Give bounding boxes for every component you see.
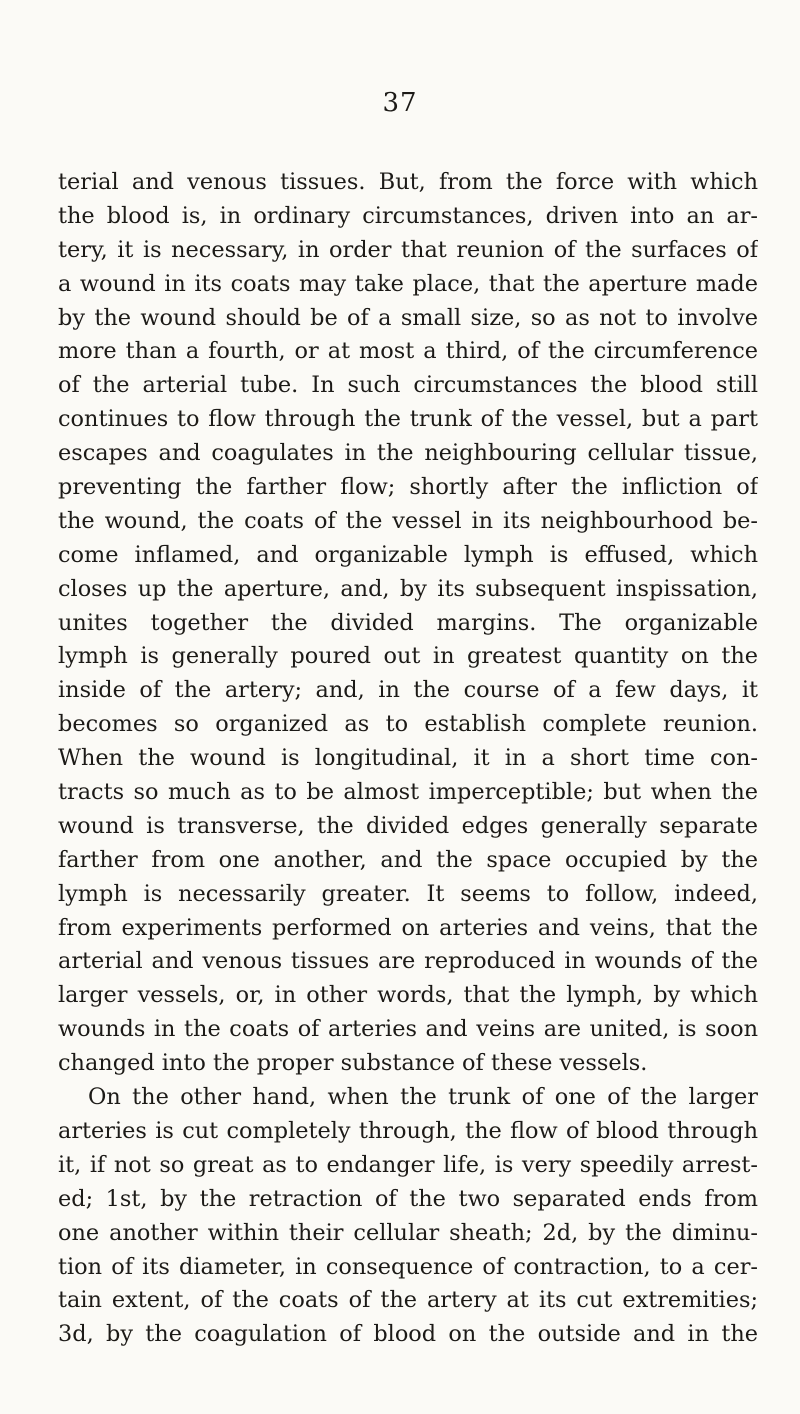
text-line: tery, it is necessary, in order that reunion of the surfaces of — [58, 236, 758, 263]
text-line: from experiments performed on arteries and veins, that the — [58, 914, 758, 941]
text-line: of the arterial tube. In such circumstances the blood still — [58, 372, 758, 399]
text-line: inside of the artery; and, in the course of a few days, it — [58, 677, 758, 704]
text-line: escapes and coagulates in the neighbouring cellular tissue, — [58, 440, 758, 467]
text-line: becomes so organized as to establish complete reunion. — [58, 711, 758, 738]
text-line: lymph is generally poured out in greatest quantity on the — [58, 643, 758, 670]
text-line: one another within their cellular sheath; 2d, by the diminu- — [58, 1219, 758, 1246]
text-line: 3d, by the coagulation of blood on the outside and in the — [58, 1321, 758, 1348]
text-line: ed; 1st, by the retraction of the two separated ends from — [58, 1185, 758, 1212]
text-line: tracts so much as to be almost imperceptible; but when the — [58, 779, 758, 806]
text-line: lymph is necessarily greater. It seems to follow, indeed, — [58, 880, 758, 907]
text-line: closes up the aperture, and, by its subsequent inspissation, — [58, 575, 758, 602]
text-line: When the wound is longitudinal, it in a short time con- — [58, 745, 758, 772]
text-line: terial and venous tissues. But, from the force with which — [58, 169, 758, 195]
text-line: arterial and venous tissues are reproduced in wounds of the — [58, 948, 758, 975]
text-line: a wound in its coats may take place, that the aperture made — [58, 270, 758, 297]
page-number: 37 — [382, 88, 418, 118]
text-line: the wound, the coats of the vessel in its neighbourhood be- — [58, 507, 758, 534]
text-line: unites together the divided margins. The organizable — [58, 609, 758, 636]
text-line: preventing the farther flow; shortly after the infliction of — [58, 474, 758, 501]
text-line: wound is transverse, the divided edges generally separate — [58, 812, 758, 839]
text-line: continues to flow through the trunk of the vessel, but a part — [58, 406, 758, 433]
text-line: arteries is cut completely through, the flow of blood through — [58, 1117, 758, 1144]
text-line: wounds in the coats of arteries and veins are united, is soon — [58, 1016, 758, 1043]
body-text — [58, 166, 758, 1352]
text-line: the blood is, in ordinary circumstances, driven into an ar- — [58, 202, 758, 229]
text-line: changed into the proper substance of these vessels. — [58, 1050, 648, 1077]
text-line: larger vessels, or, in other words, that the lymph, by which — [58, 982, 758, 1009]
text-line: it, if not so great as to endanger life, is very speedily arrest- — [58, 1151, 758, 1178]
text-line: farther from one another, and the space occupied by the — [58, 846, 758, 873]
text-line: more than a fourth, or at most a third, of the circumference — [58, 338, 758, 365]
text-line: On the other hand, when the trunk of one of the larger — [88, 1084, 758, 1111]
text-line: tion of its diameter, in consequence of contraction, to a cer- — [58, 1253, 758, 1280]
text-line: tain extent, of the coats of the artery at its cut extremities; — [58, 1287, 758, 1314]
text-line: by the wound should be of a small size, so as not to involve — [58, 304, 758, 331]
text-line: come inflamed, and organizable lymph is effused, which — [58, 541, 758, 568]
